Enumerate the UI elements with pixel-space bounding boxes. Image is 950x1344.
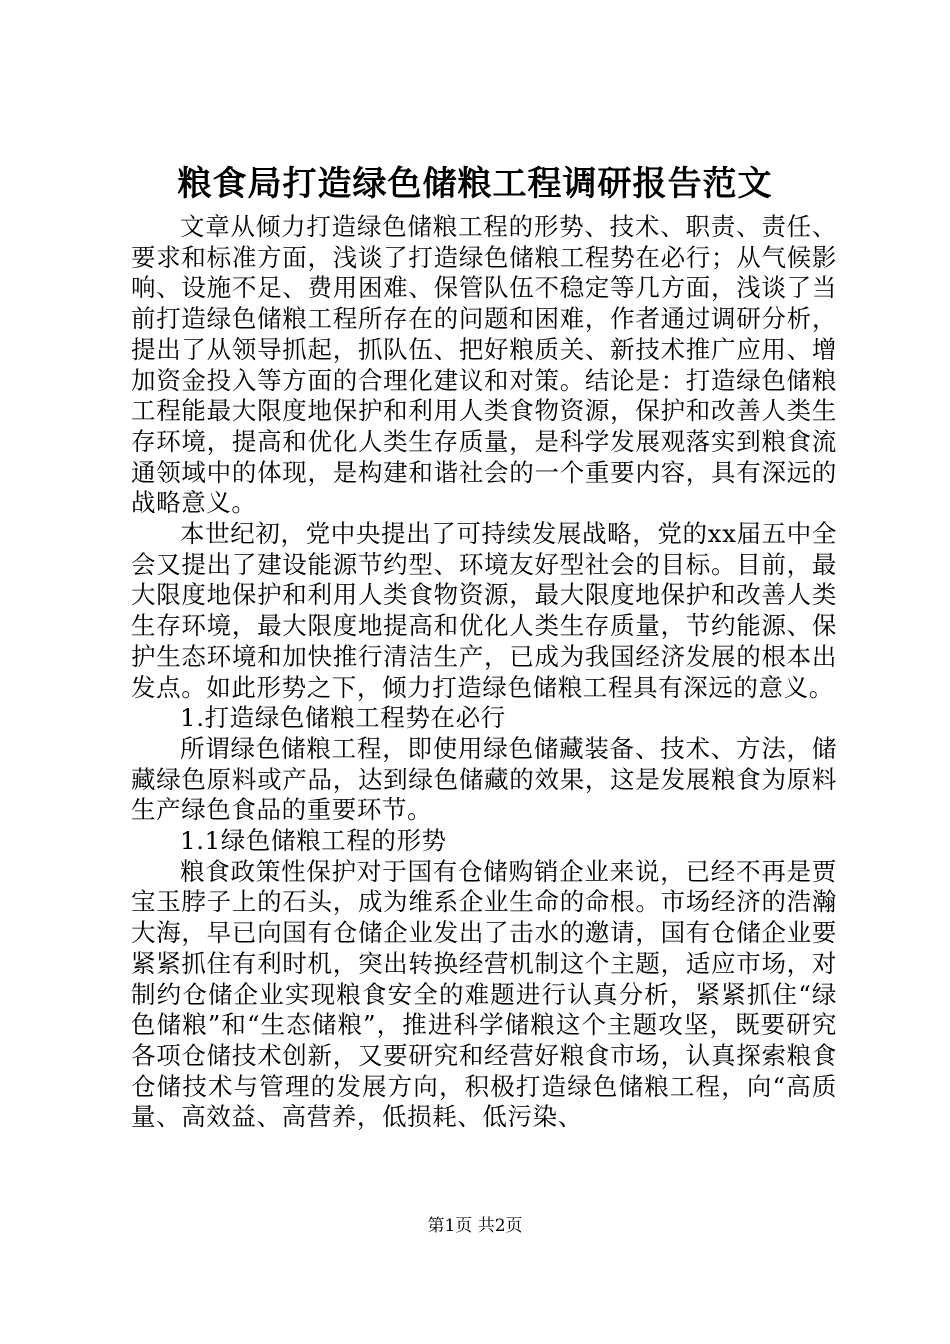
paragraph-definition: 所谓绿色储粮工程，即使用绿色储藏装备、技术、方法，储藏绿色原料或产品，达到绿色储藏的效果，这是发展粮食为原料生产绿色食品的重要环节。 [131,733,837,825]
page-footer: 第1页 共2页 [427,1216,523,1236]
paragraph-background: 本世纪初，党中央提出了可持续发展战略，党的xx届五中全会又提出了建设能源节约型、环境友好型社会的目标。目前，最大限度地保护和利用人类食物资源，最大限度地保护和改善人类生存环境，最大限度地提高和优化人类生存质量，节约能源、保护生态环境和加快推行清洁生产，已成为我国经济发展的根本出发点。如此形势之下，倾力打造绿色储粮工程具有深远的意义。 [131,519,837,702]
document-body [131,212,837,1133]
section-heading-1: 1.打造绿色储粮工程势在必行 [180,703,506,733]
paragraph-situation: 粮食政策性保护对于国有仓储购销企业来说，已经不再是贾宝玉脖子上的石头，成为维系企业生命的命根。市场经济的浩瀚大海，早已向国有仓储企业发出了击水的邀请，国有仓储企业要紧紧抓住有利时机，突出转换经营机制这个主题，适应市场，对制约仓储企业实现粮食安全的难题进行认真分析，紧紧抓住“绿色储粮”和“生态储粮”，推进科学储粮这个主题攻坚，既要研究各项仓储技术创新，又要研究和经营好粮食市场，认真探索粮食仓储技术与管理的发展方向，积极打造绿色储粮工程，向“高质量、高效益、高营养，低损耗、低污染、 [131,856,837,1132]
paragraph-abstract: 文章从倾力打造绿色储粮工程的形势、技术、职责、责任、要求和标准方面，浅谈了打造绿色储粮工程势在必行；从气候影响、设施不足、费用困难、保管队伍不稳定等几方面，浅谈了当前打造绿色储粮工程所存在的问题和困难，作者通过调研分析，提出了从领导抓起，抓队伍、把好粮质关、新技术推广应用、增加资金投入等方面的合理化建议和对策。结论是：打造绿色储粮工程能最大限度地保护和利用人类食物资源，保护和改善人类生存环境，提高和优化人类生存质量，是科学发展观落实到粮食流通领域中的体现，是构建和谐社会的一个重要内容，具有深远的战略意义。 [131,212,837,518]
document-title: 粮食局打造绿色储粮工程调研报告范文 [177,164,773,204]
section-heading-1-1: 1.1绿色储粮工程的形势 [180,826,447,856]
